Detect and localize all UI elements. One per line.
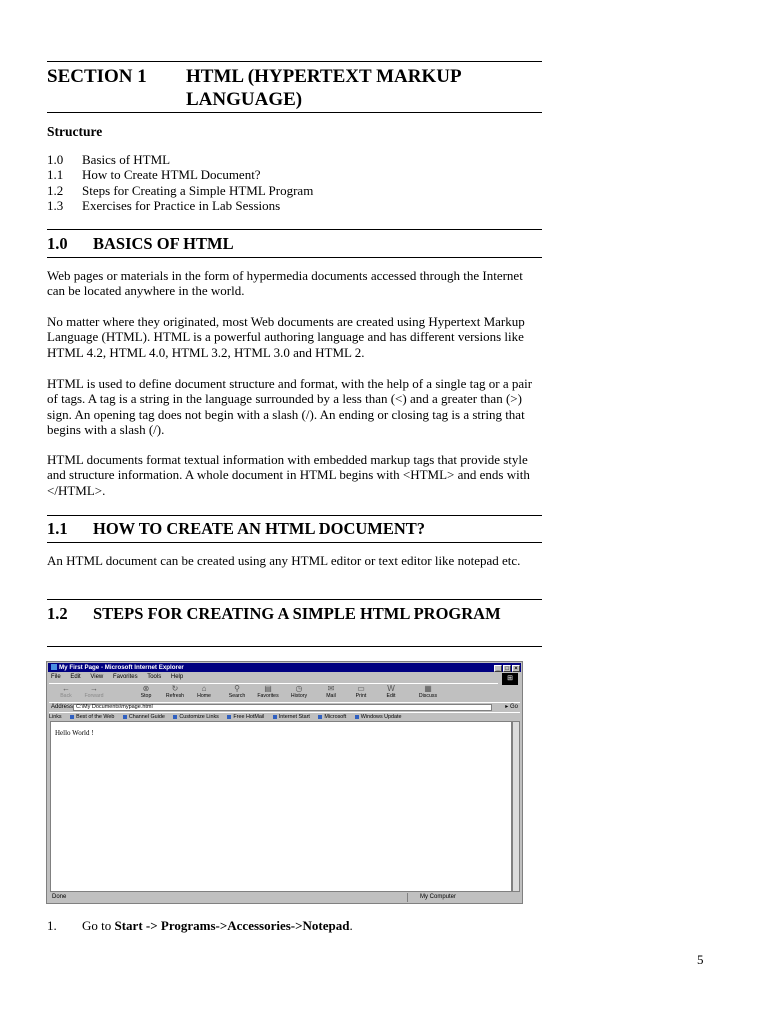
- top-rule: [47, 61, 542, 62]
- tool-stop: [131, 684, 161, 699]
- address-label: Address: [51, 704, 74, 710]
- tool-label: Discuss: [418, 693, 438, 699]
- paragraph: An HTML document can be created using any HTML editor or text editor like notepad etc.: [47, 553, 521, 568]
- rule-1-1-top: [47, 515, 542, 516]
- toc-text: Steps for Creating a Simple HTML Program: [82, 182, 314, 198]
- refresh-icon: ↻: [171, 684, 179, 693]
- go-label: Go: [509, 704, 518, 710]
- rule-1-2-top: [47, 599, 542, 600]
- heading-title: BASICS OF HTML: [93, 234, 234, 253]
- link-text: Best of the Web: [76, 714, 115, 720]
- menu-help: Help: [170, 674, 184, 680]
- tool-edit: [376, 684, 406, 699]
- address-bar: [49, 702, 520, 712]
- tool-refresh: [160, 684, 190, 699]
- paragraph: Web pages or materials in the form of hypermedia documents accessed through the Internet can be located anywhere in the world.: [47, 268, 523, 299]
- toc-item: [47, 198, 542, 213]
- tool-label: Favorites: [257, 693, 279, 699]
- toc-number: 1.2: [47, 182, 64, 198]
- tool-label: Refresh: [165, 693, 185, 699]
- heading-title: STEPS FOR CREATING A SIMPLE HTML PROGRAM: [93, 604, 501, 623]
- tool-label: Home: [197, 693, 211, 699]
- menu-file: File: [51, 674, 61, 680]
- structure-list: [47, 152, 542, 214]
- go-button: [505, 703, 518, 712]
- tool-search: [222, 684, 252, 699]
- tool-print: [346, 684, 376, 699]
- window-controls: [493, 664, 520, 673]
- section-number: SECTION 1: [47, 66, 147, 87]
- toc-number: 1.3: [47, 198, 64, 214]
- tool-label: Edit: [386, 693, 396, 699]
- tool-back: [51, 684, 81, 699]
- step-text: [82, 918, 353, 934]
- step-text-pre: Go to: [82, 918, 115, 933]
- link-text: Channel Guide: [128, 714, 165, 720]
- link-icon: [273, 715, 277, 719]
- tool-label: Forward: [84, 693, 104, 699]
- links-label: Links: [49, 714, 62, 720]
- structure-label: Structure: [47, 124, 103, 139]
- maximize-icon: □: [503, 665, 511, 672]
- forward-arrow-icon: →: [90, 684, 98, 693]
- link-item: [273, 714, 310, 720]
- discuss-icon: ▦: [424, 684, 432, 693]
- link-item: [355, 714, 402, 720]
- link-item: [173, 714, 219, 720]
- favorites-icon: ▤: [264, 684, 272, 693]
- go-arrow-icon: ▸: [505, 704, 509, 710]
- history-icon: ◷: [295, 684, 303, 693]
- menu-edit: Edit: [70, 674, 81, 680]
- link-icon: [227, 715, 231, 719]
- links-bar: [49, 712, 520, 721]
- menu-tools: Tools: [147, 674, 162, 680]
- paragraph: HTML documents format textual information with embedded markup tags that provide style and structure information. A whole document in HTML begins with <HTML> and ends with </HTML>.: [47, 452, 530, 498]
- link-icon: [173, 715, 177, 719]
- back-arrow-icon: ←: [62, 684, 70, 693]
- toc-item: [47, 183, 542, 198]
- link-text: Customize Links: [179, 714, 219, 720]
- mail-icon: ✉: [327, 684, 335, 693]
- tool-history: [284, 684, 314, 699]
- close-icon: ×: [512, 665, 520, 672]
- page-number: 5: [697, 952, 704, 967]
- step-text-post: .: [349, 918, 353, 933]
- menu-favorites: Favorites: [112, 674, 138, 680]
- section-bottom-rule: [47, 112, 542, 113]
- link-text: Free HotMail: [233, 714, 265, 720]
- link-icon: [123, 715, 127, 719]
- tool-favorites: [253, 684, 283, 699]
- page-content-text: Hello World !: [55, 729, 94, 737]
- address-field: C:\My Documents\mypage.html: [73, 704, 492, 711]
- link-text: Windows Update: [360, 714, 402, 720]
- status-bar: [49, 893, 520, 902]
- paragraph: No matter where they originated, most Web documents are created using Hypertext Markup Language (HTML). HTML is a powerful authoring language and has different versions like HTML 4.2, HTML 4.0, HTML 3.2, HTML 3.0 and HTML 2.: [47, 314, 525, 360]
- toc-text: How to Create HTML Document?: [82, 167, 261, 183]
- link-text: Internet Start: [278, 714, 310, 720]
- browser-title-bar: [48, 663, 521, 672]
- home-icon: ⌂: [201, 684, 207, 693]
- status-zone: My Computer: [407, 893, 490, 902]
- tool-discuss: [413, 684, 443, 699]
- link-item: [227, 714, 264, 720]
- toc-text: Basics of HTML: [82, 152, 171, 167]
- rule-1-0-top: [47, 229, 542, 230]
- toc-text: Exercises for Practice in Lab Sessions: [82, 198, 281, 214]
- paragraph: HTML is used to define document structure and format, with the help of a single tag or a pair of tags. A tag is a string in the language surrounded by a less than (<) and a greater than (>) sign. An opening tag does not begin with a slash (/). An ending or closing tag is a string that begins with a slash (/).: [47, 376, 533, 438]
- search-icon: ⚲: [234, 684, 240, 693]
- rule-1-2-bottom: [47, 646, 542, 647]
- browser-screenshot: [46, 661, 523, 904]
- edit-icon: W: [387, 684, 395, 693]
- step-number: 1.: [47, 918, 57, 933]
- rule-1-0-bottom: [47, 257, 542, 258]
- ie-icon: [51, 664, 57, 670]
- print-icon: ▭: [357, 684, 365, 693]
- tool-home: [189, 684, 219, 699]
- vertical-scrollbar: [512, 721, 520, 892]
- tool-label: History: [290, 693, 308, 699]
- tool-label: Back: [60, 693, 72, 699]
- tool-label: Stop: [140, 693, 152, 699]
- section-title: HTML (HYPERTEXT MARKUP LANGUAGE): [186, 66, 461, 110]
- link-icon: [318, 715, 322, 719]
- minimize-icon: _: [494, 665, 502, 672]
- heading-number: 1.2: [47, 604, 68, 623]
- link-icon: [70, 715, 74, 719]
- browser-content-area: [50, 721, 512, 892]
- toc-number: 1.1: [47, 167, 64, 183]
- tool-label: Print: [355, 693, 367, 699]
- link-icon: [355, 715, 359, 719]
- tool-label: Search: [228, 693, 246, 699]
- step-text-bold: Start -> Programs->Accessories->Notepad: [114, 918, 350, 933]
- status-done: Done: [52, 894, 67, 900]
- tool-mail: [316, 684, 346, 699]
- link-text: Microsoft: [324, 714, 347, 720]
- toc-item: [47, 167, 542, 182]
- heading-number: 1.0: [47, 234, 68, 253]
- link-item: [70, 714, 114, 720]
- menu-view: View: [90, 674, 104, 680]
- link-item: [123, 714, 165, 720]
- browser-menu-bar: [51, 673, 191, 682]
- stop-icon: ⊗: [142, 684, 150, 693]
- toc-item: [47, 152, 542, 167]
- tool-label: Mail: [326, 693, 336, 699]
- rule-1-1-bottom: [47, 542, 542, 543]
- windows-logo-icon: ⊞: [502, 673, 518, 685]
- toc-number: 1.0: [47, 152, 64, 167]
- browser-toolbar: [49, 683, 498, 702]
- link-item: [318, 714, 346, 720]
- tool-forward: [79, 684, 109, 699]
- window-title: My First Page - Microsoft Internet Explorer: [59, 664, 184, 671]
- heading-number: 1.1: [47, 519, 68, 538]
- heading-title: HOW TO CREATE AN HTML DOCUMENT?: [93, 519, 426, 538]
